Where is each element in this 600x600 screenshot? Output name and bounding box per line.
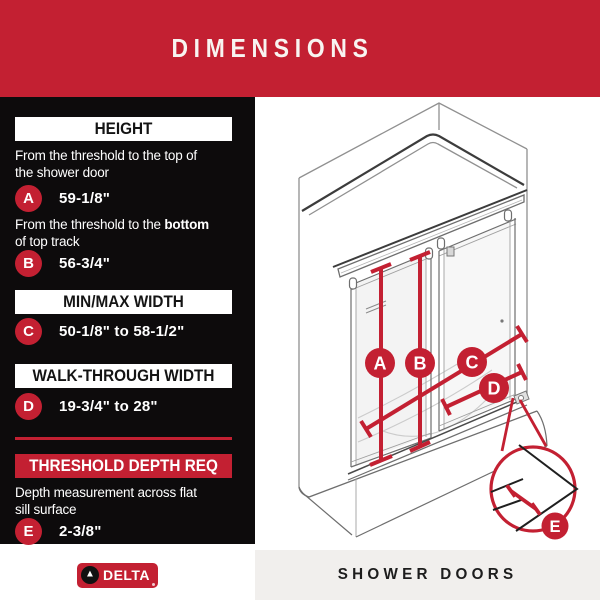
section-header-walkthrough-width: WALK-THROUGH WIDTH [15,364,232,388]
delta-triangle-icon: ▲ [81,566,99,584]
badge-b: B [15,250,42,277]
section-divider [15,437,232,440]
label-a: A [373,353,387,374]
delta-logo [77,563,158,588]
detail-callout [491,398,577,531]
product-line-label: SHOWER DOORS [337,566,518,583]
section-header-height: HEIGHT [15,117,232,141]
badge-e: E [15,518,42,545]
value-e: 2-3/8" [59,523,102,540]
footer [0,550,600,600]
badge-a: A [15,185,42,212]
brand-name: DELTA [102,567,151,583]
spec-item-d [15,393,232,420]
height-desc-a: From the threshold to the top of the shower door [15,148,197,180]
label-e: E [549,518,561,536]
label-d: D [487,378,501,399]
door-handle [500,319,503,322]
value-c: 50-1/8" to 58-1/2" [59,323,185,340]
value-a: 59-1/8" [59,190,111,207]
footer-brand-area [0,550,255,600]
spec-item-a [15,185,232,212]
spec-item-b [15,250,232,277]
footer-product-area [255,550,600,600]
section-header-minmax-width: MIN/MAX WIDTH [15,290,232,314]
title-banner [0,0,600,97]
value-b: 56-3/4" [59,255,111,272]
value-d: 19-3/4" to 28" [59,398,158,415]
registered-mark-dot [152,583,155,586]
threshold-desc-e: Depth measurement across flat sill surface [15,485,197,517]
label-c: C [465,352,479,373]
label-b: B [413,353,427,374]
spec-panel [0,97,255,544]
section-header-threshold-depth: THRESHOLD DEPTH REQ [15,454,232,478]
height-desc-b: From the threshold to the bottom of top track [15,217,209,249]
badge-c: C [15,318,42,345]
spec-item-c [15,318,232,345]
page-title: DIMENSIONS [171,33,374,63]
spec-item-e [15,518,232,545]
badge-d: D [15,393,42,420]
